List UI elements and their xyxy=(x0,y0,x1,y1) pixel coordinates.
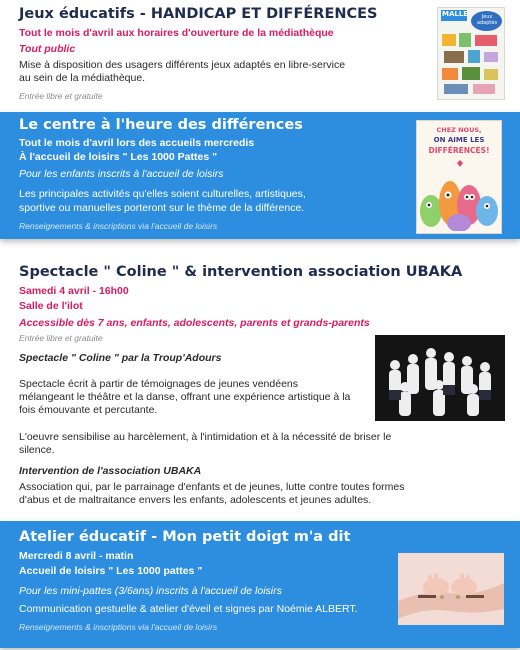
poster-line3: DIFFÉRENCES! xyxy=(428,146,490,155)
section1-desc-line2: au sein de la médiathèque. xyxy=(19,72,146,84)
troupe-figures xyxy=(375,335,505,421)
section1-desc-line1: Mise à disposition des usagers différents jeux adaptés en libre-service xyxy=(19,59,346,71)
section4-desc: Communication gestuelle & atelier d'éveil et signes par Noémie ALBERT. xyxy=(19,603,358,615)
hands-photo xyxy=(398,553,504,625)
section-centre-differences xyxy=(0,112,520,239)
section4-note: Renseignements & inscriptions via l'accueil de loisirs xyxy=(19,622,218,632)
section-jeux-educatifs xyxy=(0,0,520,106)
show-line1: Spectacle écrit à partir de témoignages de jeunes vendéens xyxy=(19,378,299,390)
section2-desc-line2: sportive ou manuelles porteront sur le thème de la différence. xyxy=(19,202,305,214)
malle-jeux-poster xyxy=(437,7,505,100)
show-line2: mélangeant le théâtre et la danse, offrant une expérience artistique à la xyxy=(19,391,351,403)
section2-desc-line1: Les principales activités qu'elles soient culturelles, artistiques, xyxy=(19,188,306,200)
show2-line1: L'oeuvre sensibilise au harcèlement, à l'intimidation et à la nécessité de briser le xyxy=(19,431,392,443)
section3-title: Spectacle " Coline " & intervention association UBAKA xyxy=(19,264,463,280)
section1-note: Entrée libre et gratuite xyxy=(19,91,103,101)
ubaka-title: Intervention de l'association UBAKA xyxy=(19,465,202,477)
poster-brand: MALLE xyxy=(442,10,469,18)
poster-tag: Jeux adaptés xyxy=(476,14,498,26)
section-atelier-educatif xyxy=(0,521,520,648)
ubaka-line2: d'abus et de maltraitance envers les enfants, adolescents et jeunes adultes. xyxy=(19,494,372,506)
section-spectacle-coline xyxy=(0,255,520,517)
signing-hands xyxy=(398,553,504,625)
poster-line1: CHEZ NOUS, xyxy=(436,126,482,134)
section2-sub1: Tout le mois d'avril lors des accueils mercredis xyxy=(19,137,255,149)
section2-title: Le centre à l'heure des différences xyxy=(19,117,303,133)
troupe-photo xyxy=(375,335,505,421)
section4-sub2: Accueil de loisirs " Les 1000 pattes " xyxy=(19,565,203,577)
section2-note: Renseignements & inscriptions via l'accueil de loisirs xyxy=(19,221,218,231)
section1-audience: Tout public xyxy=(19,43,76,55)
section1-subtitle: Tout le mois d'avril aux horaires d'ouverture de la médiathèque xyxy=(19,27,334,39)
section4-sub1: Mercredi 8 avril - matin xyxy=(19,550,134,562)
section3-place: Salle de l'ilot xyxy=(19,300,83,312)
poster-line2: ON AIME LES xyxy=(433,136,485,144)
differences-poster xyxy=(416,120,502,234)
section3-audience: Accessible dès 7 ans, enfants, adolescents, parents et grands-parents xyxy=(19,317,370,329)
section4-audience: Pour les mini-pattes (3/6ans) inscrits à l'accueil de loisirs xyxy=(19,585,282,597)
section1-title: Jeux éducatifs - HANDICAP ET DIFFÉRENCES xyxy=(19,6,378,22)
show-line3: fois émouvante et percutante. xyxy=(19,404,158,416)
section3-date: Samedi 4 avril - 16h00 xyxy=(19,285,129,297)
show-title: Spectacle " Coline " par la Troup'Adours xyxy=(19,352,222,364)
section3-note: Entrée libre et gratuite xyxy=(19,333,103,343)
show2-line2: silence. xyxy=(19,444,55,456)
monsters-illustration xyxy=(417,159,501,231)
section2-sub2: À l'accueil de loisirs " Les 1000 Pattes " xyxy=(19,151,218,163)
ubaka-line1: Association qui, par le parrainage d'enfants et de jeunes, lutte contre toutes formes xyxy=(19,481,405,493)
section4-title: Atelier éducatif - Mon petit doigt m'a dit xyxy=(19,529,351,545)
section2-audience: Pour les enfants inscrits à l'accueil de loisirs xyxy=(19,168,224,180)
